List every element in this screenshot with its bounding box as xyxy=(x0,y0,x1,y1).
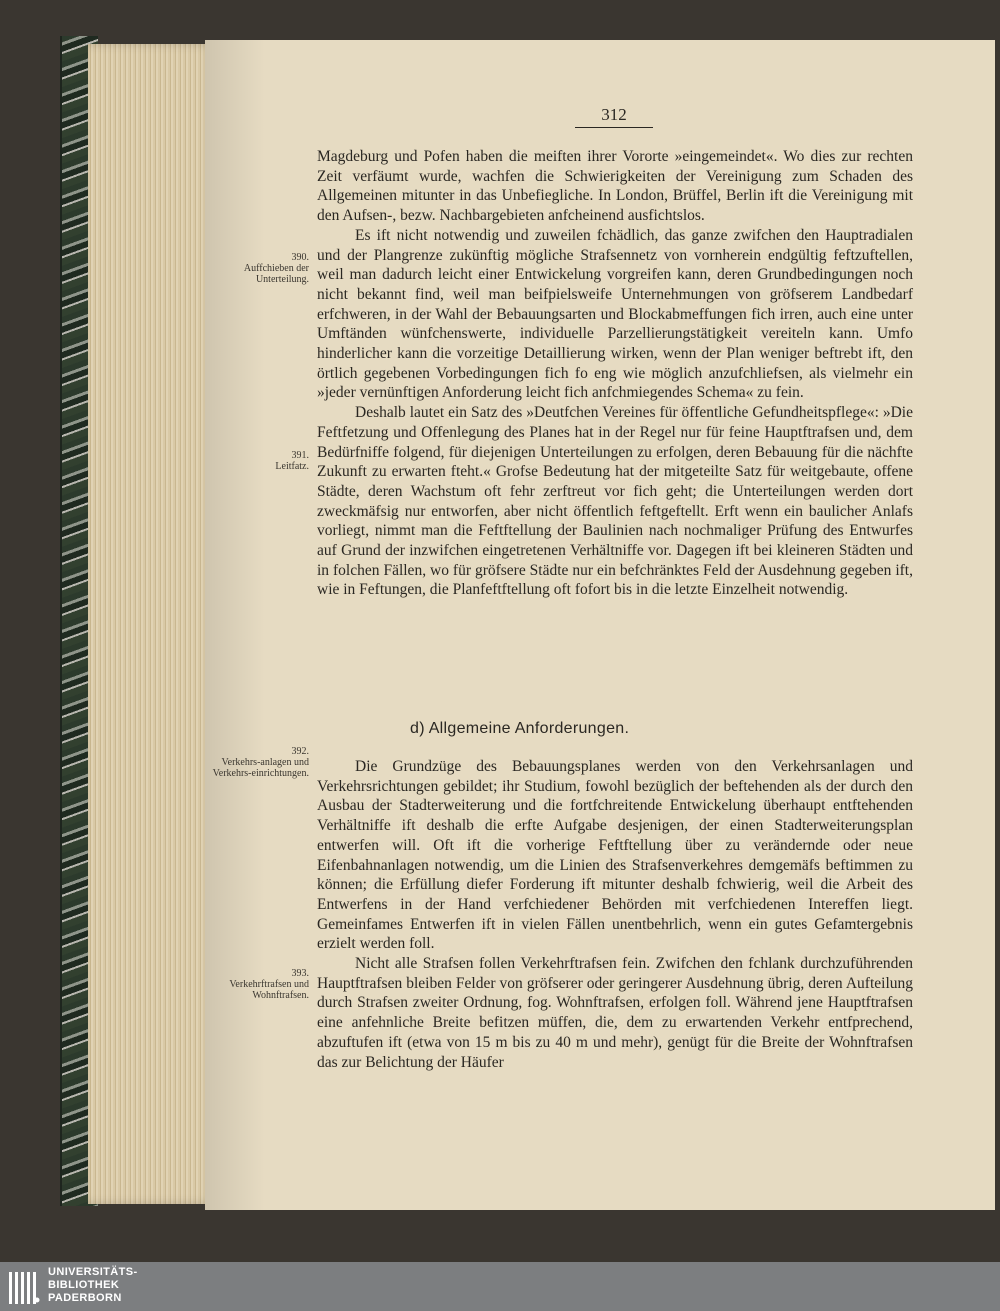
body-text-top xyxy=(317,147,913,600)
marginal-note xyxy=(189,450,309,472)
footer-line: UNIVERSITÄTS- xyxy=(48,1266,138,1278)
footer-line: PADERBORN xyxy=(48,1292,122,1304)
marginal-label: Auffchieben der Unterteilung. xyxy=(243,263,309,285)
marginal-number: 391. xyxy=(291,450,309,461)
paragraph: Es ift nicht notwendig und zuweilen fchädlich, das ganze zwifchen den Hauptradialen und der Plangrenze zukünftig mögliche Strafsennetz von vornherein endgültig feftzuftellen, weil man dadurch leicht einer Entwickelung vorgreifen kann, deren Grundbedingungen noch nicht bekannt find, weil man beifpielsweife Unternehmungen von gröfserem Landbedarf erfchweren, in der Wahl der Bebauungsarten und Blockabmeffungen fich irren, auch eine unter Umftänden wünfchenswerte, individuelle Parzellierungstätigkeit vereiteln kann. Umfo hinderlicher kann die vorzeitige Detaillierung wirken, wenn der Plan weniger beftrebt ift, den örtlich gegebenen Vorbedingungen fich fo eng wie möglich anzufchliefsen, als vielmehr ein »jeder vernünftigen Anforderung leicht fich anfchmiegendes Schema« zu fein. xyxy=(317,226,913,402)
paragraph: Deshalb lautet ein Satz des »Deutfchen Vereines für öffentliche Gefundheitspflege«: »Die Feftfetzung und Offenlegung des Planes hat in der Regel nur für feine Hauptftrafsen und, dem Bedürfniffe folgend, für diejenigen Unterteilungen zu erfolgen, deren Bebauung für die nächfte Zukunft zu erwarten fteht.« Grofse Bedeutung hat der mitgeteilte Satz für weitgebaute, offene Städte, deren Wachstum oft fehr zerftreut vor fich geht; die Unterteilungen werden dort zweckmäfsig nur entworfen, aber nicht öffentlich feftgeftellt. Erft wenn ein baulicher Anlafs vorliegt, nimmt man die Feftftellung der Baulinien nach nochmaliger Prüfung des Entwurfes auf Grund der inzwifchen eingetretenen Verhältniffe vor. Dagegen ift bei kleineren Städten und in folchen Fällen, wo für gröfsere Städte nur ein befchränktes Feld der Ausdehnung gegeben ift, wie in Feftungen, die Planfeftftellung oft fofort bis in die letzte Einzelheit notwendig. xyxy=(317,404,913,599)
paragraph: Magdeburg und Pofen haben die meiften ihrer Vororte »eingemeindet«. Wo dies zur rechten Zeit verfäumt wurde, wachfen die Schwierigkeiten der Vereinigung zum Schaden des Allgemeinen mitunter in das Unbefiegliche. In London, Brüffel, Berlin ift die Vereinigung mit den Aufsen-, bezw. Nachbargebieten anfcheinend ausfichtslos. xyxy=(317,148,913,225)
book-page xyxy=(205,40,995,1210)
marginal-label: Verkehrs-anlagen und Verkehrs-einrichtungen. xyxy=(212,757,309,779)
footer-line: BIBLIOTHEK xyxy=(48,1279,120,1291)
page-edges xyxy=(88,44,216,1204)
marginal-label: Leitfatz. xyxy=(275,461,309,472)
marginal-label: Verkehrftrafsen und Wohnftrafsen. xyxy=(229,979,309,1001)
paragraph: Die Grundzüge des Bebauungsplanes werden von den Verkehrsanlagen und Verkehrsrichtungen gebildet; ihr Studium, fowohl bezüglich der beftehenden als der durch den Ausbau der Stadterweiterung und die fortfchreitende Entwickelung überhaupt entftehenden Verhältniffe ift deshalb die erfte Aufgabe desjenigen, der einen Stadterweiterungsplan entwerfen will. Oft ift die vorherige Feftftellung über zu verändernde oder neue Eifenbahnanlagen notwendig, um die Linien des Strafsenverkehres demgemäfs beftimmen zu können; die Erfüllung diefer Forderung ift mitunter deshalb fchwierig, weil die Arbeit des Entwerfens in der Hand verfchiedener Behörden mit verfchiedenen Intereffen liegt. Gemeinfames Entwerfen ift in vielen Fällen unentbehrlich, wenn ein gutes Gefamtergebnis erzielt werden foll. xyxy=(317,758,913,953)
marginal-number: 393. xyxy=(291,968,309,979)
paragraph: Nicht alle Strafsen follen Verkehrftrafsen fein. Zwifchen den fchlank durchzuführenden Hauptftrafsen bleiben Felder von gröfserer oder geringerer Ausdehnung übrig, deren Aufteilung durch Strafsen zweiter Ordnung, fog. Wohnftrafsen, erfolgen foll. Während jene Hauptftrafsen eine anfehnliche Breite befitzen müffen, die, dem zu erwartenden Verkehr entfprechend, abzuftufen ift (etwa von 15 m bis zu 40 m und mehr), genügt für die Breite der Wohnftrafsen das zur Belichtung der Häufer xyxy=(317,955,913,1071)
marginal-number: 390. xyxy=(291,252,309,263)
marginal-note xyxy=(189,968,309,1001)
marginal-note xyxy=(189,252,309,285)
section-heading: d) Allgemeine Anforderungen. xyxy=(410,720,630,737)
page-number: 312 xyxy=(575,105,653,128)
footer-bar xyxy=(0,1262,1000,1311)
library-logo-icon xyxy=(8,1268,40,1306)
marginal-number: 392. xyxy=(291,746,309,757)
marginal-note xyxy=(189,746,309,779)
body-text-bottom xyxy=(317,757,913,1072)
footer-library-name xyxy=(48,1266,138,1305)
